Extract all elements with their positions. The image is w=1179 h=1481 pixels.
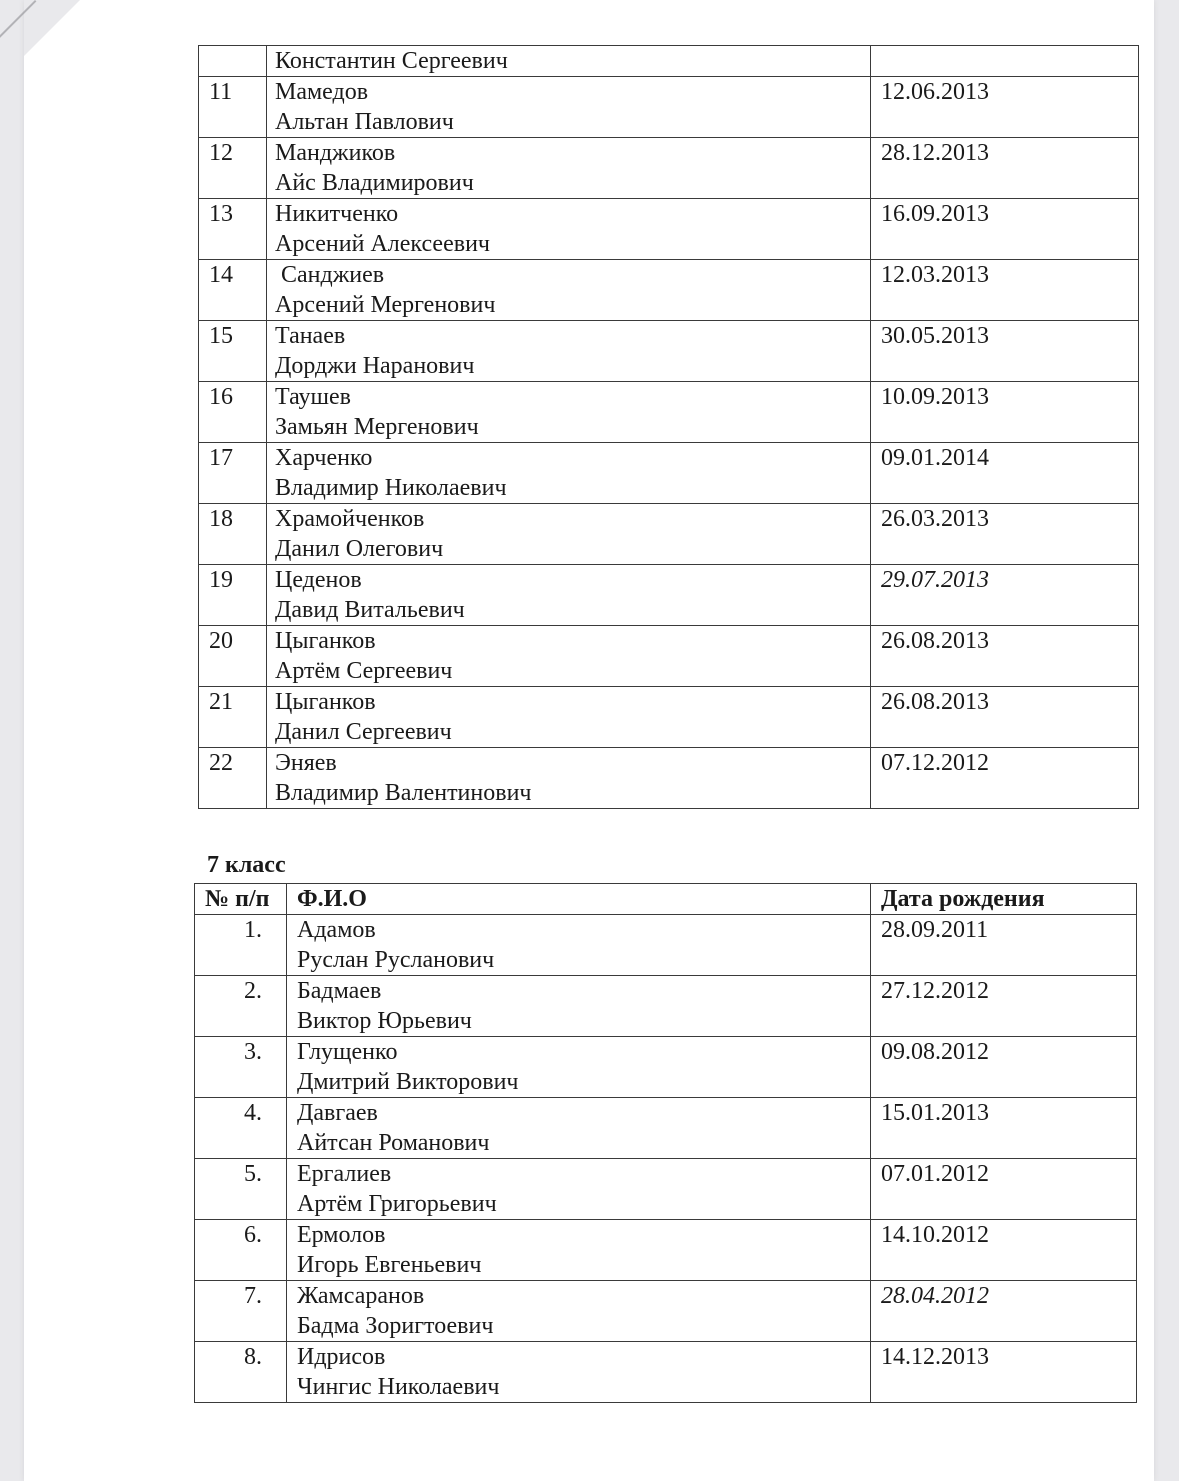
student-surname: Храмойченков (275, 506, 425, 532)
row-number-cell: 2. (195, 976, 287, 1037)
birth-date-cell: 07.01.2012 (871, 1159, 1137, 1220)
student-name-cell (267, 260, 871, 321)
student-surname: Таушев (275, 384, 351, 410)
birth-date-cell: 28.09.2011 (871, 915, 1137, 976)
student-name-cell (267, 443, 871, 504)
birth-date-cell: 26.03.2013 (871, 504, 1139, 565)
student-given-names: Замьян Мергенович (275, 414, 479, 440)
row-number-cell: 21 (199, 687, 267, 748)
table-row (199, 199, 1139, 260)
student-name-cell (267, 748, 871, 809)
column-header-number: № п/п (195, 884, 287, 915)
birth-date-cell: 12.06.2013 (871, 77, 1139, 138)
birth-date-cell (871, 46, 1139, 77)
student-surname: Мамедов (275, 79, 369, 105)
row-number-cell: 18 (199, 504, 267, 565)
row-number-cell: 20 (199, 626, 267, 687)
table-row (195, 976, 1137, 1037)
student-given-names: Альтан Павлович (275, 109, 454, 135)
row-number-cell (199, 46, 267, 77)
table-row (199, 748, 1139, 809)
row-number-cell: 11 (199, 77, 267, 138)
birth-date-cell: 09.08.2012 (871, 1037, 1137, 1098)
student-surname: Жамсаранов (297, 1283, 425, 1309)
document-page (24, 0, 1154, 1481)
student-name-cell (287, 976, 871, 1037)
student-given-names: Игорь Евгеньевич (297, 1252, 482, 1278)
row-number-cell: 22 (199, 748, 267, 809)
student-surname: Цыганков (275, 689, 376, 715)
student-given-names: Артём Сергеевич (275, 658, 453, 684)
student-given-names: Дмитрий Викторович (297, 1069, 519, 1095)
birth-date-cell: 14.10.2012 (871, 1220, 1137, 1281)
student-surname: Ергалиев (297, 1161, 392, 1187)
class-heading: 7 класс (207, 852, 286, 878)
birth-date-cell: 07.12.2012 (871, 748, 1139, 809)
student-given-names: Виктор Юрьевич (297, 1008, 472, 1034)
class-7-student-table (194, 883, 1137, 1403)
table-row (199, 321, 1139, 382)
birth-date-cell: 26.08.2013 (871, 687, 1139, 748)
student-name-cell (267, 626, 871, 687)
birth-date-cell: 14.12.2013 (871, 1342, 1137, 1403)
table-header-row (195, 884, 1137, 915)
table-row (195, 1159, 1137, 1220)
table-row (199, 382, 1139, 443)
student-surname: Глущенко (297, 1039, 398, 1065)
birth-date-cell: 10.09.2013 (871, 382, 1139, 443)
student-surname: Танаев (275, 323, 346, 349)
row-number-cell: 16 (199, 382, 267, 443)
page-fold-corner (24, 0, 80, 56)
row-number-cell: 8. (195, 1342, 287, 1403)
student-surname: Эняев (275, 750, 337, 776)
table-row (195, 1281, 1137, 1342)
student-name-cell: Константин Сергеевич (267, 46, 871, 77)
row-number-cell: 5. (195, 1159, 287, 1220)
birth-date-cell: 30.05.2013 (871, 321, 1139, 382)
student-given-names: Давид Витальевич (275, 597, 465, 623)
student-surname: Харченко (275, 445, 373, 471)
birth-date-cell: 26.08.2013 (871, 626, 1139, 687)
student-name-cell (267, 687, 871, 748)
birth-date-cell: 09.01.2014 (871, 443, 1139, 504)
student-given-names: Руслан Русланович (297, 947, 495, 973)
row-number-cell: 7. (195, 1281, 287, 1342)
birth-date-cell: 29.07.2013 (871, 565, 1139, 626)
student-surname: Никитченко (275, 201, 399, 227)
student-surname: Идрисов (297, 1344, 386, 1370)
student-name-cell (287, 1220, 871, 1281)
birth-date-cell: 28.04.2012 (871, 1281, 1137, 1342)
student-name-cell (267, 382, 871, 443)
row-number-cell: 1. (195, 915, 287, 976)
birth-date-cell: 12.03.2013 (871, 260, 1139, 321)
student-given-names: Айс Владимирович (275, 170, 474, 196)
student-given-names: Арсений Мергенович (275, 292, 496, 318)
student-given-names: Айтсан Романович (297, 1130, 490, 1156)
student-table-continued (198, 45, 1139, 809)
row-number-cell: 14 (199, 260, 267, 321)
table-row (195, 1220, 1137, 1281)
student-name-cell (267, 321, 871, 382)
student-surname: Бадмаев (297, 978, 382, 1004)
table-row-continuation (199, 46, 1139, 77)
student-given-names: Дорджи Наранович (275, 353, 475, 379)
table-row (195, 1098, 1137, 1159)
table-row (195, 1037, 1137, 1098)
student-name-cell (267, 199, 871, 260)
row-number-cell: 12 (199, 138, 267, 199)
student-name-cell (287, 1281, 871, 1342)
row-number-cell: 17 (199, 443, 267, 504)
birth-date-cell: 27.12.2012 (871, 976, 1137, 1037)
table-row (199, 504, 1139, 565)
row-number-cell: 3. (195, 1037, 287, 1098)
student-name-cell (287, 1098, 871, 1159)
student-name-cell (267, 504, 871, 565)
birth-date-cell: 16.09.2013 (871, 199, 1139, 260)
student-given-names: Владимир Николаевич (275, 475, 507, 501)
student-given-names: Владимир Валентинович (275, 780, 532, 806)
table-row (199, 687, 1139, 748)
row-number-cell: 4. (195, 1098, 287, 1159)
student-name-cell (267, 77, 871, 138)
student-surname: Ермолов (297, 1222, 386, 1248)
birth-date-cell: 15.01.2013 (871, 1098, 1137, 1159)
row-number-cell: 13 (199, 199, 267, 260)
table-row (195, 1342, 1137, 1403)
table-row (199, 77, 1139, 138)
student-given-names: Данил Сергеевич (275, 719, 452, 745)
student-name-cell (287, 1342, 871, 1403)
row-number-cell: 6. (195, 1220, 287, 1281)
student-name-cell (287, 915, 871, 976)
student-name-cell (287, 1037, 871, 1098)
student-given-names: Чингис Николаевич (297, 1374, 500, 1400)
table-row (199, 138, 1139, 199)
row-number-cell: 19 (199, 565, 267, 626)
student-surname: Давгаев (297, 1100, 378, 1126)
student-surname: Адамов (297, 917, 376, 943)
student-name-cell (267, 138, 871, 199)
table-row (199, 443, 1139, 504)
student-surname: Цыганков (275, 628, 376, 654)
student-given-names: Артём Григорьевич (297, 1191, 497, 1217)
student-name-cell (287, 1159, 871, 1220)
birth-date-cell: 28.12.2013 (871, 138, 1139, 199)
table-row (195, 915, 1137, 976)
student-given-names: Арсений Алексеевич (275, 231, 490, 257)
row-number-cell: 15 (199, 321, 267, 382)
column-header-birth-date: Дата рождения (871, 884, 1137, 915)
table-row (199, 626, 1139, 687)
table-row (199, 565, 1139, 626)
student-surname: Санджиев (281, 262, 385, 288)
student-given-names: Бадма Зоригтоевич (297, 1313, 494, 1339)
student-given-names: Данил Олегович (275, 536, 444, 562)
student-name-cell (267, 565, 871, 626)
column-header-name: Ф.И.О (287, 884, 871, 915)
student-surname: Манджиков (275, 140, 396, 166)
student-surname: Цеденов (275, 567, 362, 593)
table-row (199, 260, 1139, 321)
